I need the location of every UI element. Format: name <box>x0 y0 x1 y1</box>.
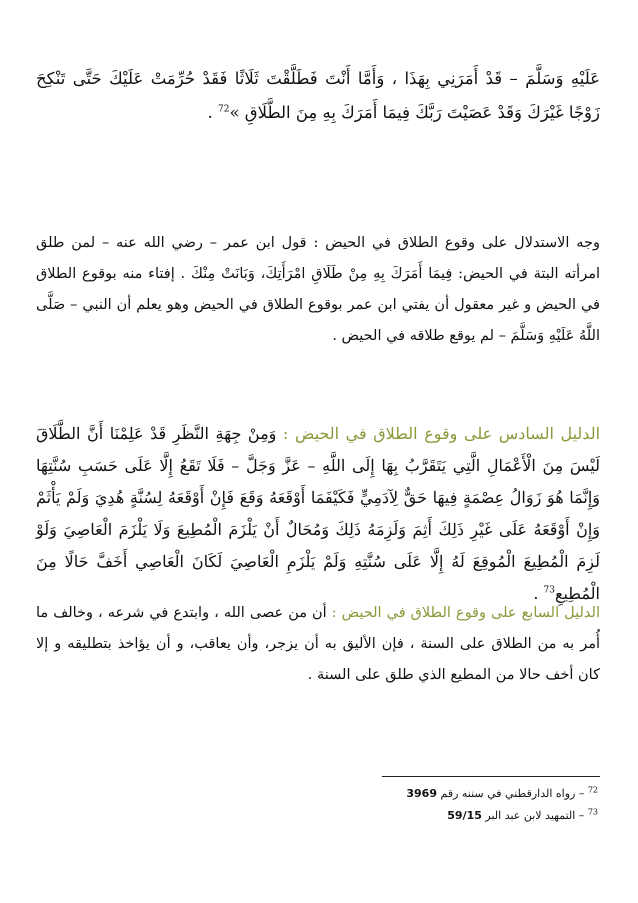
footnote-73 <box>38 808 598 824</box>
sixth-evidence-text: وَمِنْ جِهَةِ النَّظَرِ قَدْ عَلِمْنَا أَنَّ الطَّلَاقَ لَيْسَ مِنَ الْأَعْمَالِ الَّتِي يَتَقَرَّبُ بِهَا إِلَى اللَّهِ – عَزَّ وَجَلَّ – فَلَا تَقَعُ إِلَّا عَلَى حَسَبِ سُنَّتِهَا وَإِنَّمَا هُوَ زَوَالُ عِصْمَةٍ فِيهَا حَقٌّ لِآدَمِيٍّ فَكَيْفَمَا أَوْقَعَهُ وَقَعَ فَإِنْ أَوْقَعَهُ لِسُنَّةٍ هُدِيَ وَلَمْ يَأْثَمْ وَإِنْ أَوْقَعَهُ عَلَى غَيْرِ ذَلِكَ أَثِمَ وَلَزِمَهُ ذَلِكَ وَمُحَالٌ أَنْ يَلْزَمَ الْمُطِيعَ وَلَا يَلْزَمَ الْعَاصِيَ وَلَوْ لَزِمَ الْمُطِيعَ الْمُوقِعَ لَهُ إِلَّا عَلَى سُنَّتِهِ وَلَمْ يَلْزَمِ الْعَاصِيَ لَكَانَ الْعَاصِي أَخَفَّ حَالًا مِنَ الْمُطِيعِ <box>36 424 600 603</box>
quote-text: عَلَيْهِ وَسَلَّمَ – قَدْ أَمَرَنِي بِهَذَا ، وَأَمَّا أَنْتَ فَطَلَّقْتَ ثَلَاثًا فَقَدْ حُرِّمَتْ عَلَيْكَ حَتَّى تَنْكِحَ زَوْجًا غَيْرَكَ وَقَدْ عَصَيْتَ رَبَّكَ فِيمَا أَمَرَكَ بِهِ مِنَ الطَّلَاقِ » <box>36 69 600 122</box>
seventh-evidence-text: أن من عصى الله ، وابتدع في شرعه ، وخالف ما أُمر به من الطلاق على السنة ، فإن الأليق به أن يزجر، وأن يعاقب، و أن يؤاخذ بتطليقه و إلا كان أخف حالا من المطيع الذي طلق على السنة . <box>36 605 600 683</box>
sixth-evidence-end: . <box>533 584 544 603</box>
sixth-evidence-colon: : <box>276 424 295 443</box>
footnote-text: – التمهيد لابن عبد البر <box>481 809 588 822</box>
sixth-evidence-heading: الدليل السادس على وقوع الطلاق في الحيض <box>294 424 601 443</box>
footnote-ref-72[interactable]: 72 <box>218 104 230 115</box>
footnote-divider <box>382 776 600 777</box>
footnote-reference: 59/15 <box>447 809 482 822</box>
seventh-evidence-paragraph <box>36 598 600 691</box>
footnote-ref-73[interactable]: 73 <box>543 585 555 596</box>
hadith-quote-paragraph <box>36 62 600 130</box>
footnote-number: 73 <box>587 807 598 817</box>
evidence-text: وجه الاستدلال على وقوع الطلاق في الحيض : قول ابن عمر – رضي الله عنه – لمن طلق امرأته البتة في الحيض: فِيمَا أَمَرَكَ بِهِ مِنْ طَلَاقِ امْرَأَتِكَ، وَبَانَتْ مِنْكَ . إفتاء منه بوقوع الطلاق في الحيض و غير معقول أن يفتي ابن عمر بوقوع الطلاق في الحيض وهو يعلم أن النبي – صَلَّى اللَّهُ عَلَيْهِ وَسَلَّمَ – لم يوقع طلاقه في الحيض . <box>36 235 600 344</box>
quote-end: . <box>207 103 219 122</box>
sixth-evidence-paragraph <box>36 418 600 610</box>
footnote-number: 72 <box>587 785 598 795</box>
footnote-reference: 3969 <box>406 787 437 800</box>
seventh-evidence-colon: : <box>326 605 342 621</box>
footnote-72 <box>38 786 598 802</box>
evidence-paragraph <box>36 228 600 352</box>
footnote-text: – رواه الدارقطني في سننه رقم <box>437 787 588 800</box>
seventh-evidence-heading: الدليل السابع على وقوع الطلاق في الحيض <box>341 605 600 621</box>
